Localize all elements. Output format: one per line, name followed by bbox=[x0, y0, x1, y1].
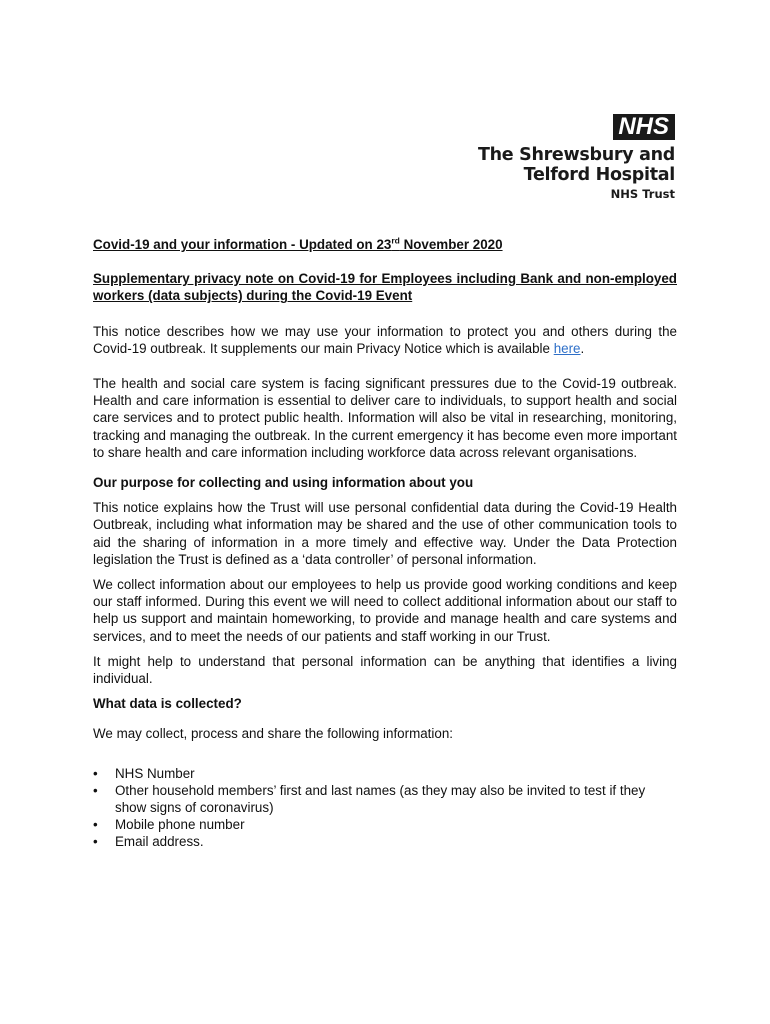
org-name-line-2: Telford Hospital bbox=[523, 165, 675, 185]
data-collected-heading: What data is collected? bbox=[93, 696, 242, 712]
nhs-trust-logo bbox=[478, 114, 675, 202]
list-item: • Email address. bbox=[93, 834, 204, 850]
privacy-notice-link[interactable]: here bbox=[553, 340, 581, 356]
intro-paragraph: This notice describes how we may use your information to protect you and others during the Covid-19 outbreak. It supplements our main Privacy Notice which is available here. bbox=[93, 323, 677, 356]
purpose-paragraph-3: It might help to understand that personal information can be anything that identifies a living individual. bbox=[93, 653, 677, 687]
bullet-icon: • bbox=[93, 765, 98, 781]
data-collected-paragraph: We may collect, process and share the following information: bbox=[93, 726, 453, 742]
title-superscript: rd bbox=[391, 235, 400, 246]
document-title: Covid-19 and your information - Updated on 23rd November 2020 bbox=[93, 235, 503, 252]
list-item: • Other household members’ first and last names (as they may also be invited to test if they show signs of coronavirus) bbox=[93, 782, 646, 816]
document-subtitle: Supplementary privacy note on Covid-19 for Employees including Bank and non-employed workers (data subjects) during the Covid-19 Event bbox=[93, 271, 677, 304]
bullet-icon: • bbox=[93, 834, 98, 850]
bullet-icon: • bbox=[93, 817, 98, 833]
org-name-line-1: The Shrewsbury and bbox=[477, 145, 675, 165]
document-body bbox=[93, 236, 677, 851]
system-pressure-paragraph: The health and social care system is facing significant pressures due to the Covid-19 outbreak. Health and care information is essential to deliver care to individuals, to support health and social care services and to protect public health. Information will also be vital in researching, monitoring, tracking and managing the outbreak. In the current emergency it has become even more important to share health and care information including workforce data across relevant organisations. bbox=[93, 376, 677, 460]
purpose-paragraph-2: We collect information about our employees to help us provide good working conditions and keep our staff informed. During this event we will need to collect additional information about our staff to help us support and maintain homeworking, to provide and manage health and care systems and services, and to meet the needs of our patients and staff working in our Trust. bbox=[93, 577, 677, 644]
bullet-icon: • bbox=[93, 782, 98, 798]
list-item: • Mobile phone number bbox=[93, 817, 245, 833]
purpose-heading: Our purpose for collecting and using information about you bbox=[93, 475, 474, 491]
list-item: • NHS Number bbox=[93, 765, 195, 781]
nhs-badge: NHS bbox=[613, 114, 675, 140]
data-items-list bbox=[93, 765, 677, 851]
org-trust-label: NHS Trust bbox=[610, 187, 675, 201]
purpose-paragraph-1: This notice explains how the Trust will use personal confidential data during the Covid-19 Health Outbreak, including what information may be shared and the use of other communication tools to aid the sharing of information in a more timely and effective way. Under the Data Protection legislation the Trust is defined as a ‘data controller’ of personal information. bbox=[93, 500, 677, 567]
